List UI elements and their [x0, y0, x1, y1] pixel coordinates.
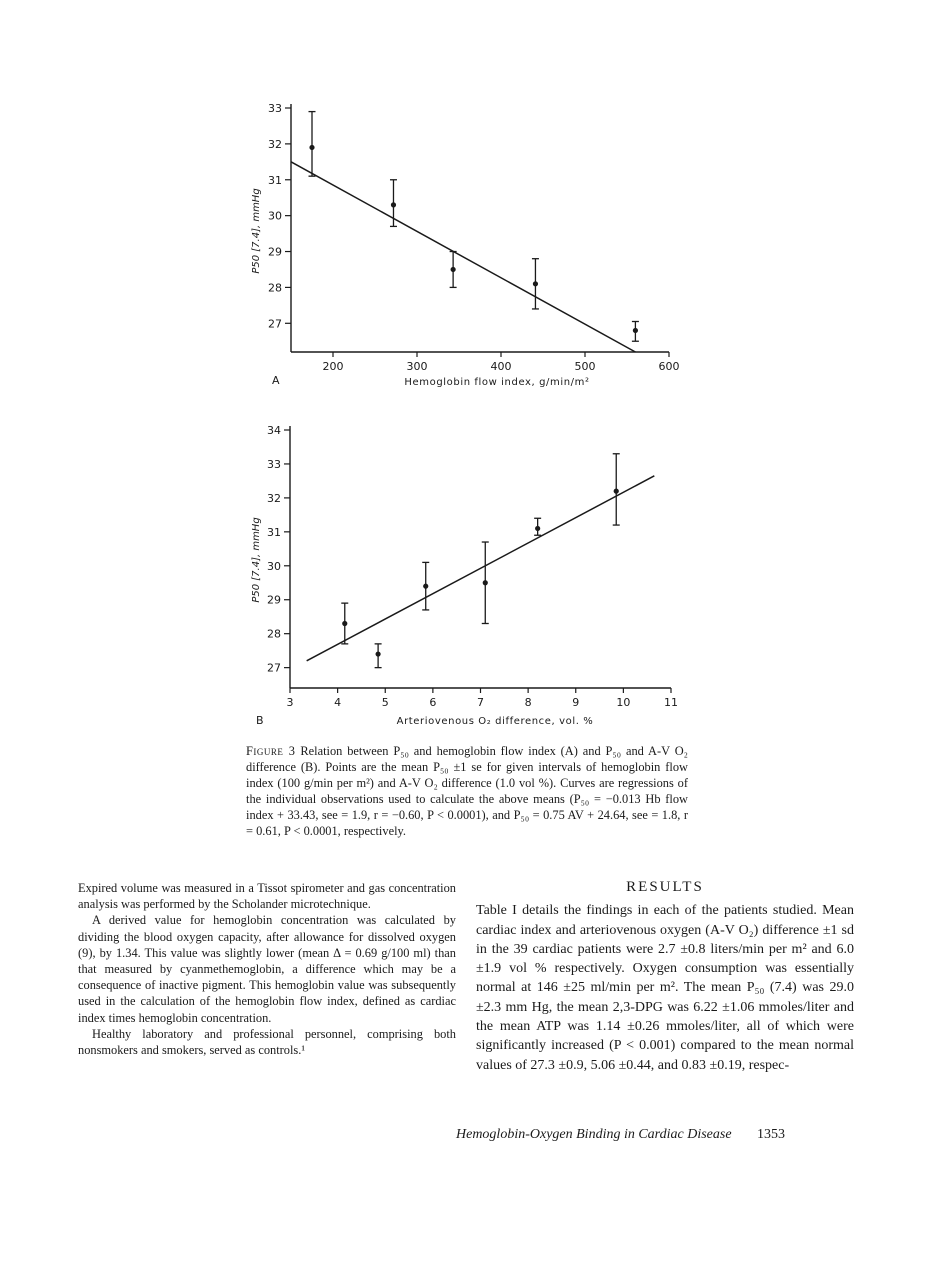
- y-tick-label: 28: [267, 627, 281, 641]
- data-point: [633, 328, 638, 333]
- data-point: [342, 621, 347, 626]
- x-tick-label: 5: [381, 696, 389, 709]
- x-axis-label: Hemoglobin flow index, g/min/m²: [404, 377, 590, 388]
- paragraph: A derived value for hemoglobin concentration was calculated by dividing the blood oxygen capacity, after allowance for dissolved oxygen (9), by 1.34. This value was slightly lower (mean Δ = 0.69 g/100 ml) than that measured by cyanmethemoglobin, a difference which may be a consequence of inactive pigment. This hemoglobin value was subsequently used in the calculation of the hemoglobin flow index, defined as cardiac index times hemoglobin concentration.: [78, 913, 456, 1025]
- y-tick-label: 28: [268, 281, 282, 295]
- paragraph: Healthy laboratory and professional personnel, comprising both nonsmokers and smokers, served as controls.¹: [78, 1026, 456, 1058]
- x-tick-label: 300: [406, 360, 428, 373]
- panel-letter: A: [272, 374, 280, 387]
- figure-3b-chart: [250, 418, 690, 728]
- data-point: [423, 584, 428, 589]
- y-tick-label: 29: [267, 593, 281, 607]
- x-tick-label: 9: [572, 696, 580, 709]
- y-tick-label: 27: [267, 661, 281, 675]
- x-tick-label: 4: [334, 696, 342, 709]
- data-point: [483, 580, 488, 585]
- y-tick-label: 32: [268, 137, 282, 151]
- figure-3a-chart: [250, 100, 690, 390]
- x-tick-label: 500: [574, 360, 596, 373]
- data-point: [309, 145, 314, 150]
- x-tick-label: 11: [664, 696, 678, 709]
- caption-text: Relation between P₅₀ and hemoglobin flow index (A) and P₅₀ and A-V O₂ difference (B). Points are the mean P₅₀ ±1 se for given intervals of hemoglobin flow index (100 g/min per m²) and A-V O₂ difference (1.0 vol %). Curves are regressions of the individual observations used to calculate the above means (P₅₀ = −0.013 Hb flow index + 33.43, see = 1.9, r = −0.60, P < 0.0001), and P₅₀ = 0.75 AV + 24.64, see = 1.8, r = 0.61, P < 0.0001, respectively.: [246, 744, 688, 839]
- figure-label: Figure 3: [246, 744, 296, 758]
- y-axis-label: P50 [7.4], mmHg: [251, 517, 262, 603]
- y-tick-label: 33: [267, 457, 281, 471]
- results-paragraph: Table I details the findings in each of the patients studied. Mean cardiac index and arteriovenous oxygen (A-V O₂) difference ±1 sd in the 39 cardiac patients were 2.7 ±0.8 liters/min per m² and 6.0 ±1.9 vol % respectively. Oxygen consumption was essentially normal at 146 ±25 ml/min per m². The mean P₅₀ (7.4) was 29.0 ±2.3 mm Hg, the mean 2,3-DPG was 6.22 ±1.06 mmoles/liter and the mean ATP was 1.14 ±0.26 mmoles/liter, all of which were significantly increased (P < 0.001) compared to the mean normal values of 27.3 ±0.9, 5.06 ±0.44, and 0.83 ±0.19, respec-: [476, 903, 854, 1073]
- section-heading: RESULTS: [626, 879, 704, 895]
- x-tick-label: 6: [429, 696, 437, 709]
- y-tick-label: 31: [268, 173, 282, 187]
- data-point: [376, 651, 381, 656]
- data-point: [535, 526, 540, 531]
- y-tick-label: 33: [268, 102, 282, 115]
- page-footer: [456, 1127, 785, 1143]
- data-point: [533, 281, 538, 286]
- data-point: [614, 489, 619, 494]
- y-tick-label: 34: [267, 424, 281, 437]
- y-tick-label: 27: [268, 317, 282, 331]
- y-tick-label: 31: [267, 525, 281, 539]
- page-number: 1353: [757, 1127, 786, 1142]
- x-tick-label: 3: [286, 696, 294, 709]
- paragraph: Expired volume was measured in a Tissot spirometer and gas concentration analysis was performed by the Scholander microtechnique.: [78, 881, 456, 912]
- y-tick-label: 32: [267, 491, 281, 505]
- x-tick-label: 400: [490, 360, 512, 373]
- panel-letter: B: [256, 714, 264, 727]
- left-column: [78, 880, 456, 1058]
- data-point: [451, 267, 456, 272]
- y-tick-label: 29: [268, 245, 282, 259]
- regression-line: [291, 162, 635, 352]
- x-tick-label: 10: [616, 696, 631, 709]
- figure-caption: [246, 743, 688, 840]
- x-axis-label: Arteriovenous O₂ difference, vol. %: [396, 716, 594, 727]
- y-axis-label: P50 [7.4], mmHg: [251, 188, 262, 274]
- x-tick-label: 7: [477, 696, 484, 709]
- x-tick-label: 200: [322, 360, 344, 373]
- regression-line: [307, 476, 655, 661]
- y-tick-label: 30: [267, 559, 281, 573]
- x-tick-label: 600: [658, 360, 680, 373]
- right-column: [476, 879, 854, 1075]
- y-tick-label: 30: [268, 209, 282, 223]
- running-title: Hemoglobin-Oxygen Binding in Cardiac Disease: [456, 1127, 732, 1142]
- x-tick-label: 8: [524, 696, 532, 709]
- data-point: [391, 202, 396, 207]
